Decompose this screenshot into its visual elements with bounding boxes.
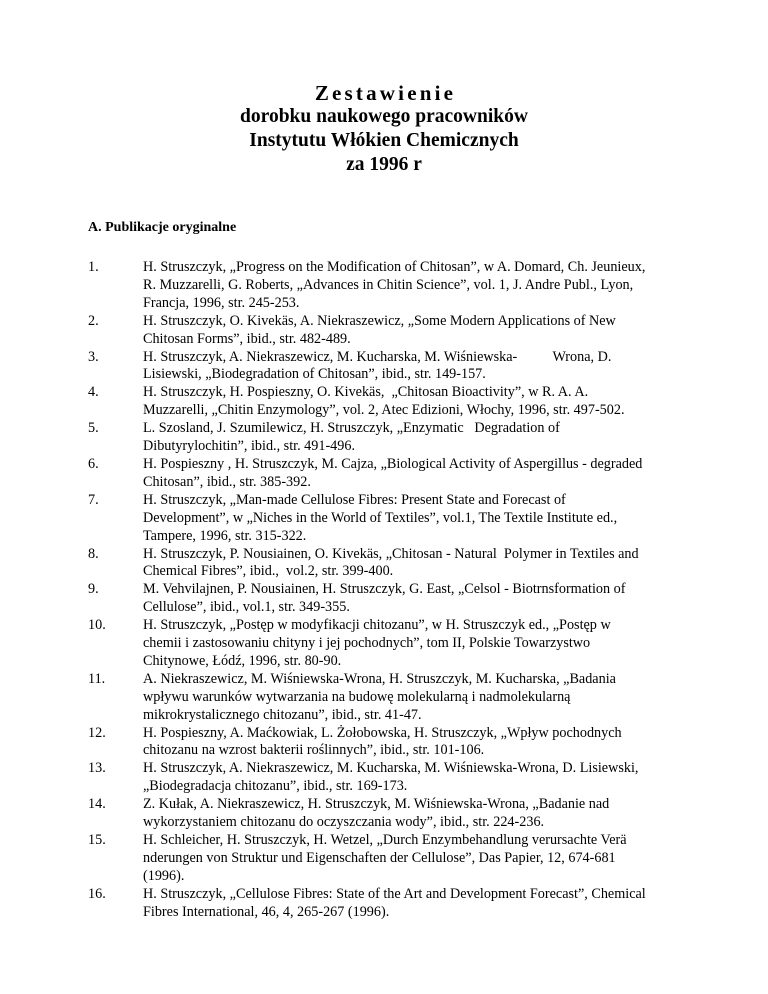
section-heading: A. Publikacje oryginalne — [88, 220, 237, 235]
publication-item — [88, 546, 708, 582]
publication-text-line: chemii i zastosowaniu chityny i jej pochodnych”, tom II, Polskie Towarzystwo — [143, 635, 591, 652]
publication-number: 6. — [88, 455, 99, 472]
publication-text-line: H. Struszczyk, O. Kivekäs, A. Niekraszewicz, „Some Modern Applications of New — [143, 312, 616, 329]
publication-number: 15. — [88, 832, 106, 848]
document-title-block — [0, 81, 768, 177]
publication-text-line: H. Struszczyk, „Postęp w modyfikacji chitozanu”, w H. Struszczyk ed., „Postęp w — [143, 617, 611, 634]
publication-text-line: H. Struszczyk, P. Nousiainen, O. Kivekäs, „Chitosan - Natural Polymer in Textiles and — [143, 545, 639, 562]
publication-text-line: H. Struszczyk, „Man-made Cellulose Fibres: Present State and Forecast of — [143, 491, 566, 508]
publication-text-line: H. Struszczyk, „Cellulose Fibres: State of the Art and Development Forecast”, Chemical — [143, 885, 646, 902]
publication-text-line: L. Szosland, J. Szumilewicz, H. Struszczyk, „Enzymatic Degradation of — [143, 420, 560, 437]
publication-text-line: Development”, w „Niches in the World of Textiles”, vol.1, The Textile Institute ed., — [143, 509, 618, 526]
publication-number: 4. — [88, 384, 99, 401]
publication-number: 9. — [88, 581, 99, 598]
publication-number: 7. — [88, 491, 99, 508]
publication-text-line: H. Pospieszny , H. Struszczyk, M. Cajza, „Biological Activity of Aspergillus - degraded — [143, 455, 643, 472]
publication-item — [88, 671, 708, 725]
publication-text-line: mikrokrystalicznego chitozanu”, ibid., str. 41-47. — [143, 706, 422, 723]
document-title: Zestawienie — [314, 81, 457, 105]
publication-number: 14. — [88, 796, 106, 813]
publication-item — [88, 617, 708, 671]
publication-item — [88, 259, 708, 313]
publication-item — [88, 492, 708, 546]
publication-number: 5. — [88, 420, 99, 437]
publication-item — [88, 760, 708, 796]
publication-text-line: Cellulose”, ibid., vol.1, str. 349-355. — [143, 599, 350, 616]
publication-item — [88, 796, 708, 832]
publication-number: 2. — [88, 312, 99, 329]
publication-text-line: Dibutyrylochitin”, ibid., str. 491-496. — [143, 438, 356, 455]
publication-number: 12. — [88, 724, 106, 741]
publication-text-line: Chitosan Forms”, ibid., str. 482-489. — [143, 330, 351, 347]
publication-number: 10. — [88, 617, 106, 634]
publication-text-line: (1996). — [143, 867, 185, 884]
publication-text-line: M. Vehvilajnen, P. Nousiainen, H. Struszczyk, G. East, „Celsol - Biotrnsformation of — [143, 581, 626, 598]
publication-text-line: nderungen von Struktur und Eigenschaften der Cellulose”, Das Papier, 12, 674-681 — [143, 849, 616, 866]
publication-text-line: H. Pospieszny, A. Maćkowiak, L. Żołobowska, H. Struszczyk, „Wpływ pochodnych — [143, 724, 622, 741]
publication-number: 8. — [88, 545, 99, 562]
publication-item — [88, 384, 708, 420]
publication-text-line: Z. Kułak, A. Niekraszewicz, H. Struszczyk, M. Wiśniewska-Wrona, „Badanie nad — [143, 796, 610, 813]
publication-text-line: H. Struszczyk, A. Niekraszewicz, M. Kucharska, M. Wiśniewska- Wrona, D. — [143, 348, 612, 365]
publication-text-line: wpływu warunków wytwarzania na budowę molekularną i nadmolekularną — [143, 688, 571, 705]
publication-number: 13. — [88, 760, 106, 777]
document-subtitle-line-1: dorobku naukowego pracowników — [240, 106, 528, 127]
document-subtitle-line-3: za 1996 r — [346, 154, 422, 175]
publication-item — [88, 313, 708, 349]
publication-text-line: Fibres International, 46, 4, 265-267 (1996). — [143, 903, 390, 920]
publication-text-line: wykorzystaniem chitozanu do oczyszczania wody”, ibid., str. 224-236. — [143, 814, 545, 831]
publication-text-line: Chemical Fibres”, ibid., vol.2, str. 399-400. — [143, 563, 394, 580]
publication-item — [88, 456, 708, 492]
publication-text-line: H. Struszczyk, H. Pospieszny, O. Kivekäs, „Chitosan Bioactivity”, w R. A. A. — [143, 384, 589, 401]
publication-item — [88, 725, 708, 761]
publication-text-line: Chitosan”, ibid., str. 385-392. — [143, 473, 311, 490]
publication-number: 16. — [88, 885, 106, 902]
publication-item — [88, 349, 708, 385]
publication-text-line: Francja, 1996, str. 245-253. — [143, 294, 300, 311]
publication-item — [88, 420, 708, 456]
publication-text-line: H. Struszczyk, A. Niekraszewicz, M. Kucharska, M. Wiśniewska-Wrona, D. Lisiewski, — [143, 760, 639, 777]
publication-text-line: H. Struszczyk, „Progress on the Modification of Chitosan”, w A. Domard, Ch. Jeunieux, — [143, 259, 646, 275]
publication-text-line: chitozanu na wzrost bakterii roślinnych”, ibid., str. 101-106. — [143, 742, 485, 759]
publication-text-line: Chitynowe, Łódź, 1996, str. 80-90. — [143, 652, 342, 669]
document-subtitle-line-2: Instytutu Włókien Chemicznych — [249, 130, 519, 151]
publication-text-line: A. Niekraszewicz, M. Wiśniewska-Wrona, H. Struszczyk, M. Kucharska, „Badania — [143, 670, 616, 687]
publication-text-line: Muzzarelli, „Chitin Enzymology”, vol. 2, Atec Edizioni, Włochy, 1996, str. 497-502. — [143, 402, 625, 419]
publication-text-line: Lisiewski, „Biodegradation of Chitosan”, ibid., str. 149-157. — [143, 366, 486, 383]
publication-number: 11. — [88, 670, 106, 687]
publication-item — [88, 832, 708, 886]
publication-text-line: H. Schleicher, H. Struszczyk, H. Wetzel, „Durch Enzymbehandlung verursachte Verä — [143, 832, 627, 848]
publication-text-line: „Biodegradacja chitozanu”, ibid., str. 169-173. — [143, 778, 408, 795]
publication-item — [88, 581, 708, 617]
publication-item — [88, 886, 708, 922]
publication-list — [88, 259, 708, 922]
publication-text-line: R. Muzzarelli, G. Roberts, „Advances in Chitin Science”, vol. 1, J. Andre Publ., Lyon, — [143, 276, 634, 293]
publication-number: 1. — [88, 259, 99, 275]
publication-number: 3. — [88, 348, 99, 365]
publication-text-line: Tampere, 1996, str. 315-322. — [143, 527, 307, 544]
